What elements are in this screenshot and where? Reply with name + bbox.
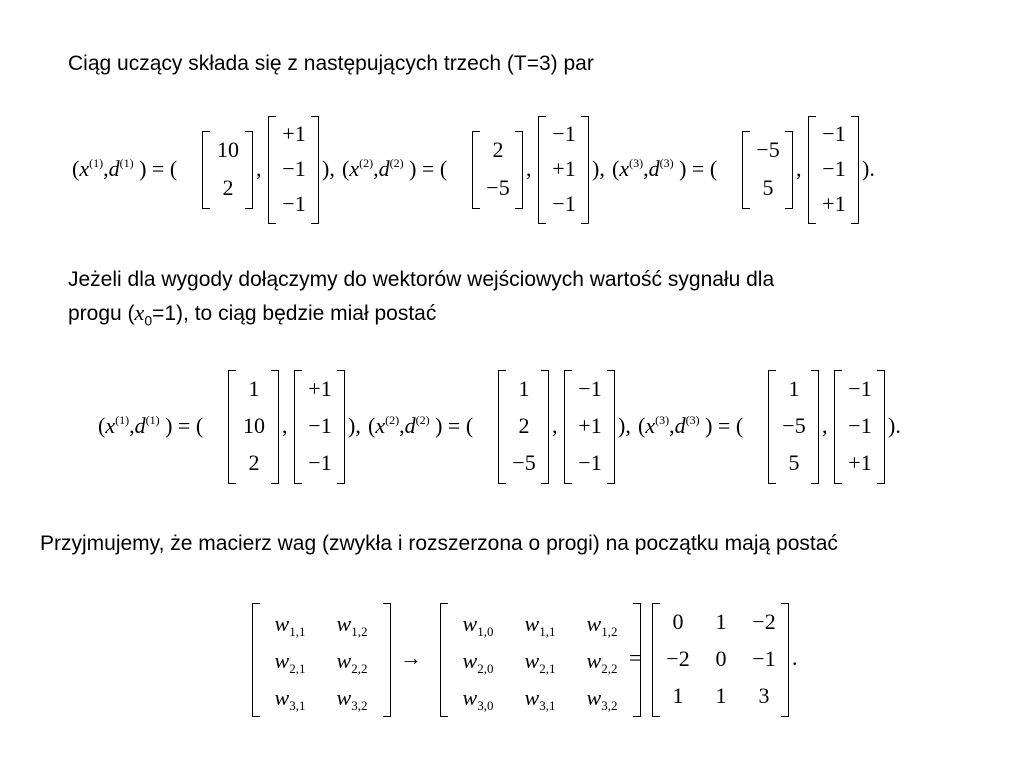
w-symbol: w — [586, 611, 602, 636]
w-symbol: w — [462, 685, 478, 710]
pair-close: ), — [618, 413, 631, 438]
d-vector-entry: +1 — [308, 375, 332, 401]
d-symbol: d — [404, 413, 416, 438]
paren-open: ( — [72, 156, 80, 181]
x-vector-entry: 2 — [518, 413, 530, 438]
x-vector-entry: 1 — [518, 375, 530, 401]
d-superscript: (1) — [145, 413, 160, 427]
weight-matrix-entry — [262, 685, 318, 711]
equals-paren: ) = ( — [133, 156, 178, 181]
w-symbol: w — [462, 611, 478, 636]
value-matrix-entry: 1 — [715, 609, 727, 634]
x-vector-entry: 5 — [788, 450, 800, 476]
w-symbol: w — [336, 648, 352, 673]
vector-comma: , — [796, 156, 802, 181]
x-vector-entry: 2 — [248, 450, 260, 476]
weight-matrix-left-bracket — [252, 603, 260, 717]
w-symbol: w — [586, 685, 602, 710]
paren-open: ( — [98, 413, 106, 438]
x-vector-right-bracket — [515, 131, 523, 209]
paren-open: ( — [638, 413, 646, 438]
x0-var: x — [134, 300, 145, 325]
x-vector-entry: 2 — [222, 175, 234, 201]
w-subscript: 1,0 — [477, 624, 494, 639]
d-superscript: (2) — [389, 156, 404, 170]
w-subscript: 1,1 — [539, 624, 556, 639]
intro-text: Ciąg uczący składa się z następujących trzech (T=3) par — [68, 52, 594, 75]
equals-sign: = — [629, 645, 642, 670]
x-symbol: x — [105, 413, 116, 438]
augment-text-before: progu ( — [68, 302, 135, 325]
d-vector-entry: −1 — [282, 156, 306, 181]
x-superscript: (2) — [385, 413, 400, 427]
pair-lhs — [638, 413, 743, 439]
x-vector-entry: 10 — [243, 413, 265, 438]
comma: , — [643, 156, 649, 181]
d-vector-left-bracket — [538, 116, 546, 224]
vector-comma: , — [822, 413, 828, 438]
extended-weight-matrix-entry — [512, 611, 568, 637]
w-symbol: w — [462, 648, 478, 673]
w-subscript: 3,2 — [601, 698, 618, 713]
x-vector-left-bracket — [472, 131, 480, 209]
pair-close: ), — [592, 156, 605, 181]
value-matrix-left-bracket — [652, 603, 660, 717]
d-symbol: d — [134, 413, 146, 438]
d-vector-entry: +1 — [552, 156, 576, 181]
w-symbol: w — [586, 648, 602, 673]
weight-matrix-right-bracket — [383, 603, 391, 717]
x-superscript: (1) — [89, 156, 104, 170]
extended-weight-matrix-left-bracket — [440, 603, 448, 717]
vector-comma: , — [552, 413, 558, 438]
x-vector-entry: −5 — [512, 450, 536, 476]
d-symbol: d — [648, 156, 660, 181]
pair-lhs — [612, 156, 717, 182]
value-matrix-right-bracket — [781, 603, 789, 717]
extended-weight-matrix-entry — [450, 685, 506, 711]
x-vector-right-bracket — [271, 370, 279, 484]
x-vector-entry: 10 — [217, 136, 239, 162]
augment-text-line2 — [68, 297, 436, 336]
value-matrix-entry: −2 — [752, 609, 776, 634]
extended-weight-matrix-entry — [450, 648, 506, 674]
d-vector-left-bracket — [268, 116, 276, 224]
w-subscript: 3,1 — [539, 698, 556, 713]
w-subscript: 3,1 — [289, 698, 306, 713]
d-symbol: d — [674, 413, 686, 438]
w-symbol: w — [524, 611, 540, 636]
d-superscript: (2) — [415, 413, 430, 427]
extended-weight-matrix-right-bracket — [633, 603, 641, 717]
value-matrix-entry: −1 — [752, 646, 776, 671]
x-symbol: x — [619, 156, 630, 181]
augment-text-after: =1), to ciąg będzie miał postać — [152, 302, 437, 325]
x-superscript: (3) — [655, 413, 670, 427]
comma: , — [399, 413, 405, 438]
w-subscript: 2,1 — [539, 661, 556, 676]
x-symbol: x — [375, 413, 386, 438]
x-vector-entry: −5 — [782, 413, 806, 438]
pair-lhs — [368, 413, 473, 439]
x-vector-right-bracket — [245, 131, 253, 209]
period: . — [792, 645, 798, 670]
augment-text-line1: Jeżeli dla wygody dołączymy do wektorów wejściowych wartość sygnału dla — [68, 268, 775, 291]
value-matrix-entry: 0 — [715, 646, 727, 671]
x-vector-left-bracket — [498, 370, 506, 484]
w-symbol: w — [524, 648, 540, 673]
w-symbol: w — [274, 611, 290, 636]
pair-close: ). — [862, 156, 875, 181]
d-vector-entry: −1 — [848, 375, 872, 401]
weight-matrix-entry — [324, 648, 380, 674]
d-symbol: d — [108, 156, 120, 181]
d-vector-right-bracket — [877, 370, 885, 484]
x-vector-left-bracket — [742, 131, 750, 209]
x-vector-entry: 1 — [248, 375, 260, 401]
d-vector-right-bracket — [311, 116, 319, 224]
d-vector-entry: −1 — [848, 413, 872, 438]
pair-lhs — [98, 413, 203, 439]
x-vector-right-bracket — [785, 131, 793, 209]
x-vector-entry: 5 — [762, 175, 774, 201]
x-symbol: x — [349, 156, 360, 181]
d-vector-entry: +1 — [822, 191, 846, 217]
comma: , — [103, 156, 109, 181]
value-matrix-entry: 3 — [758, 683, 770, 708]
w-subscript: 1,1 — [289, 624, 306, 639]
extended-weight-matrix-entry — [574, 611, 630, 637]
d-vector-entry: −1 — [822, 156, 846, 181]
value-matrix-entry: 1 — [672, 683, 684, 708]
value-matrix-entry: 0 — [672, 609, 684, 634]
w-subscript: 3,0 — [477, 698, 494, 713]
weight-matrix-entry — [324, 611, 380, 637]
value-matrix-entry: −2 — [666, 646, 690, 671]
equals-paren: ) = ( — [429, 413, 474, 438]
vector-comma: , — [256, 156, 262, 181]
w-subscript: 2,1 — [289, 661, 306, 676]
d-vector-entry: −1 — [282, 191, 306, 217]
d-vector-entry: −1 — [308, 413, 332, 438]
vector-comma: , — [526, 156, 532, 181]
extended-weight-matrix-entry — [574, 685, 630, 711]
extended-weight-matrix-entry — [512, 685, 568, 711]
x-vector-left-bracket — [202, 131, 210, 209]
w-subscript: 1,2 — [351, 624, 368, 639]
w-subscript: 3,2 — [351, 698, 368, 713]
x0-sub: 0 — [144, 312, 153, 329]
equals-paren: ) = ( — [159, 413, 204, 438]
w-symbol: w — [274, 648, 290, 673]
d-vector-right-bracket — [581, 116, 589, 224]
w-subscript: 1,2 — [601, 624, 618, 639]
weights-text: Przyjmujemy, że macierz wag (zwykła i rozszerzona o progi) na początku mają postać — [40, 532, 838, 555]
value-matrix-entry: 1 — [715, 683, 727, 708]
d-superscript: (1) — [119, 156, 134, 170]
d-superscript: (3) — [659, 156, 674, 170]
d-vector-entry: +1 — [848, 450, 872, 476]
w-symbol: w — [336, 685, 352, 710]
x-vector-entry: −5 — [756, 136, 780, 162]
x-vector-entry: 2 — [492, 136, 504, 162]
x-vector-right-bracket — [811, 370, 819, 484]
pair-close: ), — [322, 156, 335, 181]
w-symbol: w — [274, 685, 290, 710]
x-superscript: (1) — [115, 413, 130, 427]
comma: , — [373, 156, 379, 181]
equals-paren: ) = ( — [403, 156, 448, 181]
x-vector-entry: −5 — [486, 175, 510, 201]
x-superscript: (3) — [629, 156, 644, 170]
comma: , — [129, 413, 135, 438]
x-symbol: x — [79, 156, 90, 181]
x-vector-entry: 1 — [788, 375, 800, 401]
vector-comma: , — [282, 413, 288, 438]
d-superscript: (3) — [685, 413, 700, 427]
pair-close: ), — [348, 413, 361, 438]
weight-matrix-entry — [324, 685, 380, 711]
extended-weight-matrix-entry — [574, 648, 630, 674]
paren-open: ( — [612, 156, 620, 181]
comma: , — [669, 413, 675, 438]
x0-symbol — [134, 300, 153, 329]
w-symbol: w — [336, 611, 352, 636]
d-vector-entry: −1 — [822, 120, 846, 146]
weight-matrix-entry — [262, 611, 318, 637]
x-vector-left-bracket — [768, 370, 776, 484]
w-symbol: w — [524, 685, 540, 710]
paren-open: ( — [342, 156, 350, 181]
equals-paren: ) = ( — [673, 156, 718, 181]
d-vector-entry: −1 — [308, 450, 332, 476]
equals-paren: ) = ( — [699, 413, 744, 438]
extended-weight-matrix-entry — [450, 611, 506, 637]
weight-matrix-entry — [262, 648, 318, 674]
pair-lhs — [342, 156, 447, 182]
x-vector-left-bracket — [228, 370, 236, 484]
arrow-symbol: → — [400, 645, 422, 670]
d-vector-entry: −1 — [578, 450, 602, 476]
pair-close: ). — [888, 413, 901, 438]
d-vector-entry: −1 — [552, 120, 576, 146]
x-symbol: x — [645, 413, 656, 438]
d-vector-entry: +1 — [282, 120, 306, 146]
d-vector-entry: +1 — [578, 413, 602, 438]
w-subscript: 2,2 — [601, 661, 618, 676]
w-subscript: 2,2 — [351, 661, 368, 676]
d-vector-left-bracket — [294, 370, 302, 484]
x-vector-right-bracket — [541, 370, 549, 484]
pair-lhs — [72, 156, 177, 182]
d-vector-left-bracket — [834, 370, 842, 484]
w-subscript: 2,0 — [477, 661, 494, 676]
d-vector-entry: −1 — [578, 375, 602, 401]
d-vector-left-bracket — [808, 116, 816, 224]
d-vector-entry: −1 — [552, 191, 576, 217]
x-superscript: (2) — [359, 156, 374, 170]
extended-weight-matrix-entry — [512, 648, 568, 674]
paren-open: ( — [368, 413, 376, 438]
d-vector-left-bracket — [564, 370, 572, 484]
d-vector-right-bracket — [607, 370, 615, 484]
d-vector-right-bracket — [851, 116, 859, 224]
d-symbol: d — [378, 156, 390, 181]
d-vector-right-bracket — [337, 370, 345, 484]
